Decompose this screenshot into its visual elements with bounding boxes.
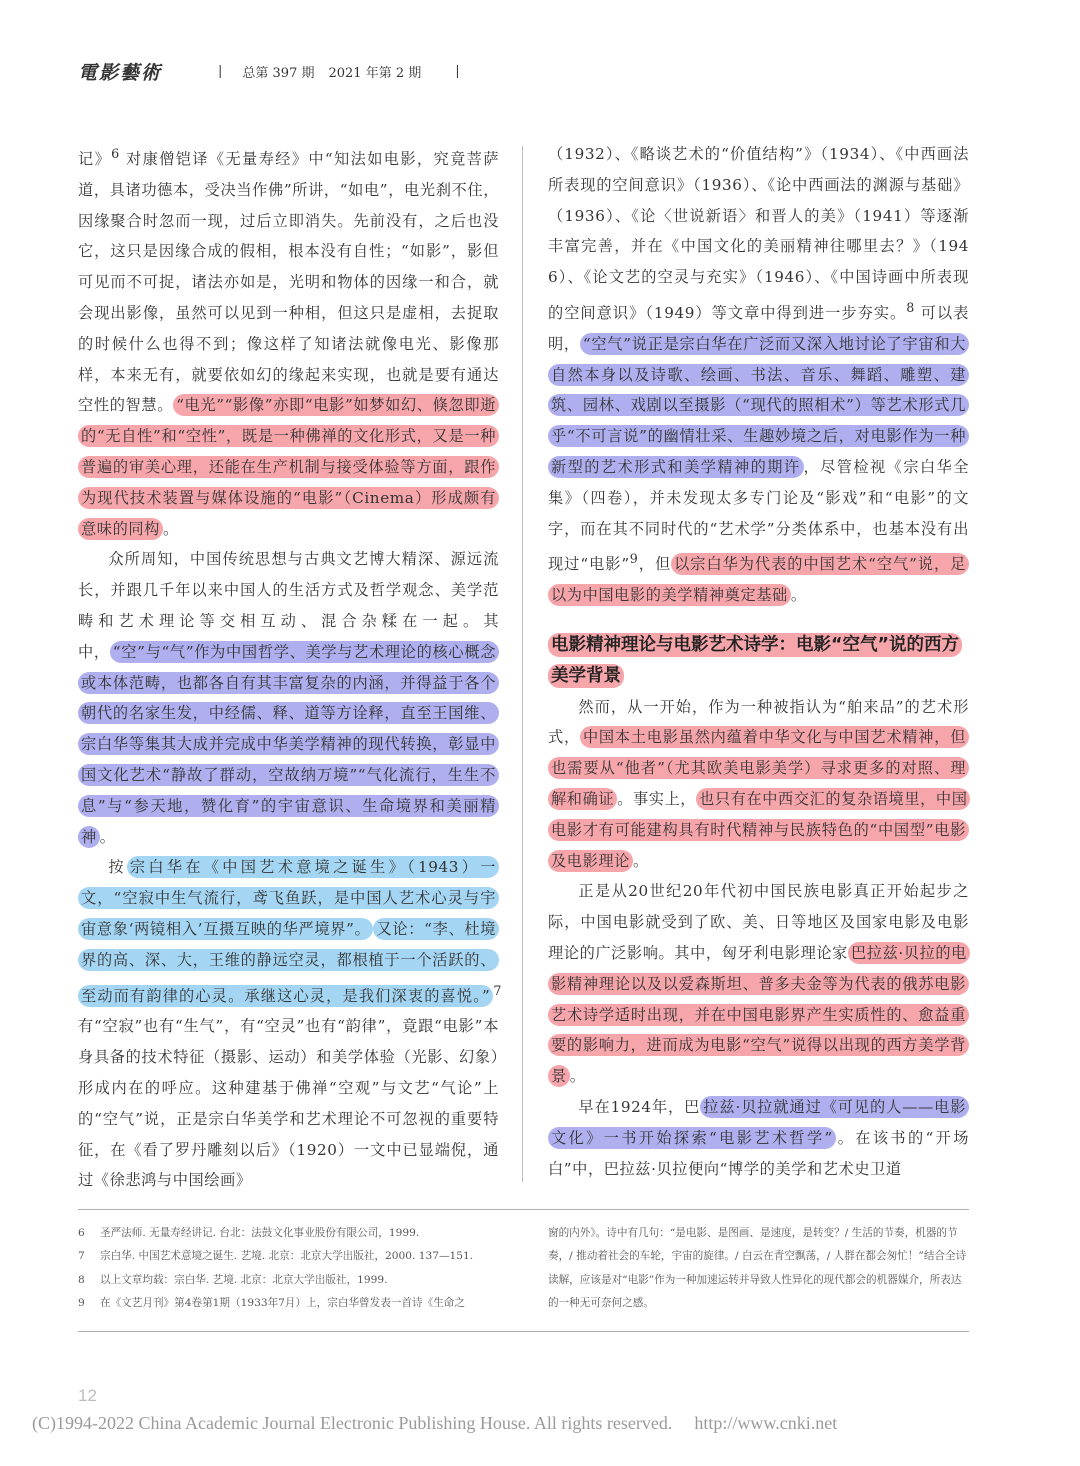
highlight-red: 中国本土电影虽然内蕴着中华文化与中国艺术精神，但也需要从“他者”（尤其欧美电影美学）寻求更多的对照、理解和确证 (548, 726, 969, 810)
highlight-red: 电影精神理论与电影艺术诗学：电影“空气”说的西方美学背景 (548, 633, 962, 688)
footnote-ref[interactable]: 7 (493, 982, 502, 998)
paragraph: 正是从20世纪20年代初中国民族电影真正开始起步之际，中国电影就受到了欧、美、日等地区及国家电影及电影理论的广泛影响。其中，匈牙利电影理论家 巴拉兹·贝拉的电影精神理论以及以爱森斯坦、普多夫金等为代表的俄苏电影艺术诗学适时出现，并在中国电影界产生实质性的、愈益重要的影响力，进而成为电影“空气”说得以出现的西方美学背景 。 (548, 882, 969, 1086)
highlight-red: “电光”“影像”亦即“电影”如梦如幻、倏忽即逝的“无自性”和“空性”，既是一种佛禅的文化形式，又是一种普遍的审美心理，还能在生产机制与接受体验等方面，跟作为现代技术装置与媒体设施的“电影”（Cinema）形成颇有意味的同构 (78, 394, 499, 539)
footnote-continued: 窗的内外》。诗中有几句：“是电影、是图画、是速度，是转变？/ 生活的节奏，机器的节奏，/ 推动着社会的车轮，宇宙的旋律。/ 白云在青空飘荡，/ 人群在都会匆忙！”结合全诗读解，应该是对“电影”作为一种加速运转并导致人性异化的现代都会的机器媒介，所表达的一种无可奈何之感。 (548, 1227, 967, 1310)
highlight-cyan: 宗白华在《中国艺术意境之诞生》（1943）一文，“空寂中生气流行，鸢飞鱼跃，是中国人艺术心灵与宇宙意象‘两镜相入’互摄互映的华严境界”。 (78, 856, 499, 940)
cnki-link[interactable]: http://www.cnki.net (694, 1413, 838, 1433)
highlight-cyan: 又论：“李、杜境界的高、深、大，王维的静远空灵，都根植于一个活跃的、至动而有韵律的心灵。承继这心灵，是我们深衷的喜悦。” (78, 918, 499, 1007)
highlight-blue: “空气”说正是宗白华在广泛而又深入地讨论了宇宙和大自然本身以及诗歌、绘画、书法、音乐、舞蹈、雕塑、建筑、园林、戏剧以至摄影（“现代的照相术”）等艺术形式几乎“不可言说”的幽情壮采、生趣妙境之后，对电影作为一种新型的艺术形式和美学精神的期许 (548, 333, 969, 478)
footnotes-right (548, 1222, 969, 1316)
paragraph: 按 宗白华在《中国艺术意境之诞生》（1943）一文，“空寂中生气流行，鸢飞鱼跃，是中国人艺术心灵与宇宙意象‘两镜相入’互摄互映的华严境界”。 又论：“李、杜境界的高、深、大，王维的静远空灵，都根植于一个活跃的、至动而有韵律的心灵。承继这心灵，是我们深衷的喜悦。” $^7$有“空寂”也有“生气”，有“空灵”也有“韵律”，竟跟“电影”本身具备的技术特征（摄影、运动）和美学体验（光影、幻象）形成内在的呼应。这种建基于佛禅“空观”与文艺“气论”上的“空气”说，正是宗白华美学和艺术理论不可忽视的重要特征，在《看了罗丹雕刻以后》（1920）一文中已显端倪，通过《徐悲鸿与中国绘画》 (78, 858, 502, 1190)
footnote-divider-top (78, 1209, 969, 1210)
page-number: 12 (78, 1386, 97, 1405)
left-column (78, 139, 502, 1196)
issue-year: 2021 年第 2 期 (328, 65, 422, 81)
highlight-blue: “空”与“气”作为中国哲学、美学与艺术理论的核心概念或本体范畴，也都各自有其丰富复杂的内涵，并得益于各个朝代的名家生发，中经儒、释、道等方诠释，直至王国维、宗白华等集其大成并完成中华美学精神的现代转换，彰显中国文化艺术“静故了群动，空故纳万境”“气化流行，生生不息”与“参天地，赞化育”的宇宙意识、生命境界和美丽精神 (78, 641, 499, 848)
highlight-red: 以宗白华为代表的中国艺术“空气”说，足以为中国电影的美学精神奠定基础 (548, 553, 969, 606)
footnote: 6 圣严法师. 无量寿经讲记. 台北：法鼓文化事业股份有限公司，1999. (78, 1227, 420, 1239)
footnote-ref[interactable]: 6 (111, 146, 120, 161)
paragraph: 记》$^6$ 对康僧铠译《无量寿经》中“知法如电影，究竟菩萨道，具诸功德本，受决当作佛”所讲，“如电”，电光刹不住，因缘聚合时忽而一现，过后立即消失。先前没有，之后也没它，这只是因缘合成的假相，根本没有自性；“如影”，影但可见而不可捉，诸法亦如是，光明和物体的因缘一和合，就会现出影像，虽然可以见到一种相，但这只是虚相，去捉取的时候什么也得不到；像这样了知诸法就像电光、影像那样，本来无有，就要依如幻的缘起来实现，也就是要有通达空性的智慧。 “电光”“影像”亦即“电影”如梦如幻、倏忽即逝的“无自性”和“空性”，既是一种佛禅的文化形式，又是一种普遍的审美心理，还能在生产机制与接受体验等方面，跟作为现代技术装置与媒体设施的“电影”（Cinema）形成颇有意味的同构 。 (78, 146, 499, 538)
footnote: 9 在《文艺月刊》第4卷第1期（1933年7月）上，宗白华曾发表一首诗《生命之 (78, 1297, 465, 1310)
right-column (548, 139, 969, 1184)
issue-total: 总第 397 期 (242, 65, 315, 81)
footnote-ref[interactable]: 8 (906, 299, 915, 315)
paragraph: （1932）、《略谈艺术的“价值结构”》（1934）、《中西画法所表现的空间意识》（1936）、《论中西画法的渊源与基础》（1936）、《论〈世说新语〉和晋人的美》（1941）等逐渐丰富完善，并在《中国文化的美丽精神往哪里去？》（1946）、《论文艺的空灵与充实》（1946）、《中国诗画中所表现的空间意识》（1949）等文章中得到进一步夯实。$^8$ 可以表明， “空气”说正是宗白华在广泛而又深入地讨论了宇宙和大自然本身以及诗歌、绘画、书法、音乐、舞蹈、雕塑、建筑、园林、戏剧以至摄影（“现代的照相术”）等艺术形式几乎“不可言说”的幽情壮采、生趣妙境之后，对电影作为一种新型的艺术形式和美学精神的期许 ，尽管检视《宗白华全集》（四卷），并未发现太多专门论及“影戏”和“电影”的文字，而在其不同时代的“艺术学”分类体系中，也基本没有出现过“电影”$^9$，但 以宗白华为代表的中国艺术“空气”说，足以为中国电影的美学精神奠定基础 。 (548, 145, 970, 605)
highlight-red: 巴拉兹·贝拉的电影精神理论以及以爱森斯坦、普多夫金等为代表的俄苏电影艺术诗学适时出现，并在中国电影界产生实质性的、愈益重要的影响力，进而成为电影“空气”说得以出现的西方美学背景 (548, 942, 970, 1087)
column-divider (522, 146, 523, 1182)
header-separator: | (218, 63, 223, 79)
paragraph: 然而，从一开始，作为一种被指认为“舶来品”的艺术形式， 中国本土电影虽然内蕴着中华文化与中国艺术精神，但也需要从“他者”（尤其欧美电影美学）寻求更多的对照、理解和确证 。事实上， 也只有在中西交汇的复杂语境里，中国电影才有可能建构具有时代精神与民族特色的“中国型”电影及电影理论 。 (548, 697, 969, 870)
paragraph: 众所周知，中国传统思想与古典文艺博大精深、源远流长，并跟几千年以来中国人的生活方式及哲学观念、美学范畴和艺术理论等交相互动、混合杂糅在一起。其中， “空”与“气”作为中国哲学、美学与艺术理论的核心概念或本体范畴，也都各自有其丰富复杂的内涵，并得益于各个朝代的名家生发，中经儒、释、道等方诠释，直至王国维、宗白华等集其大成并完成中华美学精神的现代转换，彰显中国文化艺术“静故了群动，空故纳万境”“气化流行，生生不息”与“参天地，赞化育”的宇宙意识、生命境界和美丽精神 。 (78, 550, 499, 846)
section-title (548, 630, 969, 692)
journal-logo: 電影藝術 (78, 61, 163, 84)
footnote-ref[interactable]: 9 (629, 551, 639, 567)
header-separator-end: | (455, 63, 460, 79)
page-header (78, 56, 480, 86)
footnote: 7 宗白华. 中国艺术意境之诞生. 艺境. 北京：北京大学出版社，2000. 137—151. (78, 1250, 474, 1263)
paragraph: 早在1924年，巴 拉兹·贝拉就通过《可见的人——电影文化》一书开始探索“电影艺术哲学” 。在该书的“开场白”中，巴拉兹·贝拉便向“博学的美学和艺术史卫道 (548, 1098, 969, 1178)
footnote-divider-bottom (78, 1331, 969, 1332)
footnotes-left (78, 1222, 499, 1316)
highlight-red: 也只有在中西交汇的复杂语境里，中国电影才有可能建构具有时代精神与民族特色的“中国型”电影及电影理论 (548, 788, 970, 872)
highlight-blue: 拉兹·贝拉就通过《可见的人——电影文化》一书开始探索“电影艺术哲学” (548, 1096, 969, 1149)
copyright-watermark: (C)1994-2022 China Academic Journal Electronic Publishing House. All rights reserved. http://www.cnki.net (32, 1413, 838, 1433)
footnote: 8 以上文章均载：宗白华. 艺境. 北京：北京大学出版社，1999. (78, 1273, 388, 1286)
